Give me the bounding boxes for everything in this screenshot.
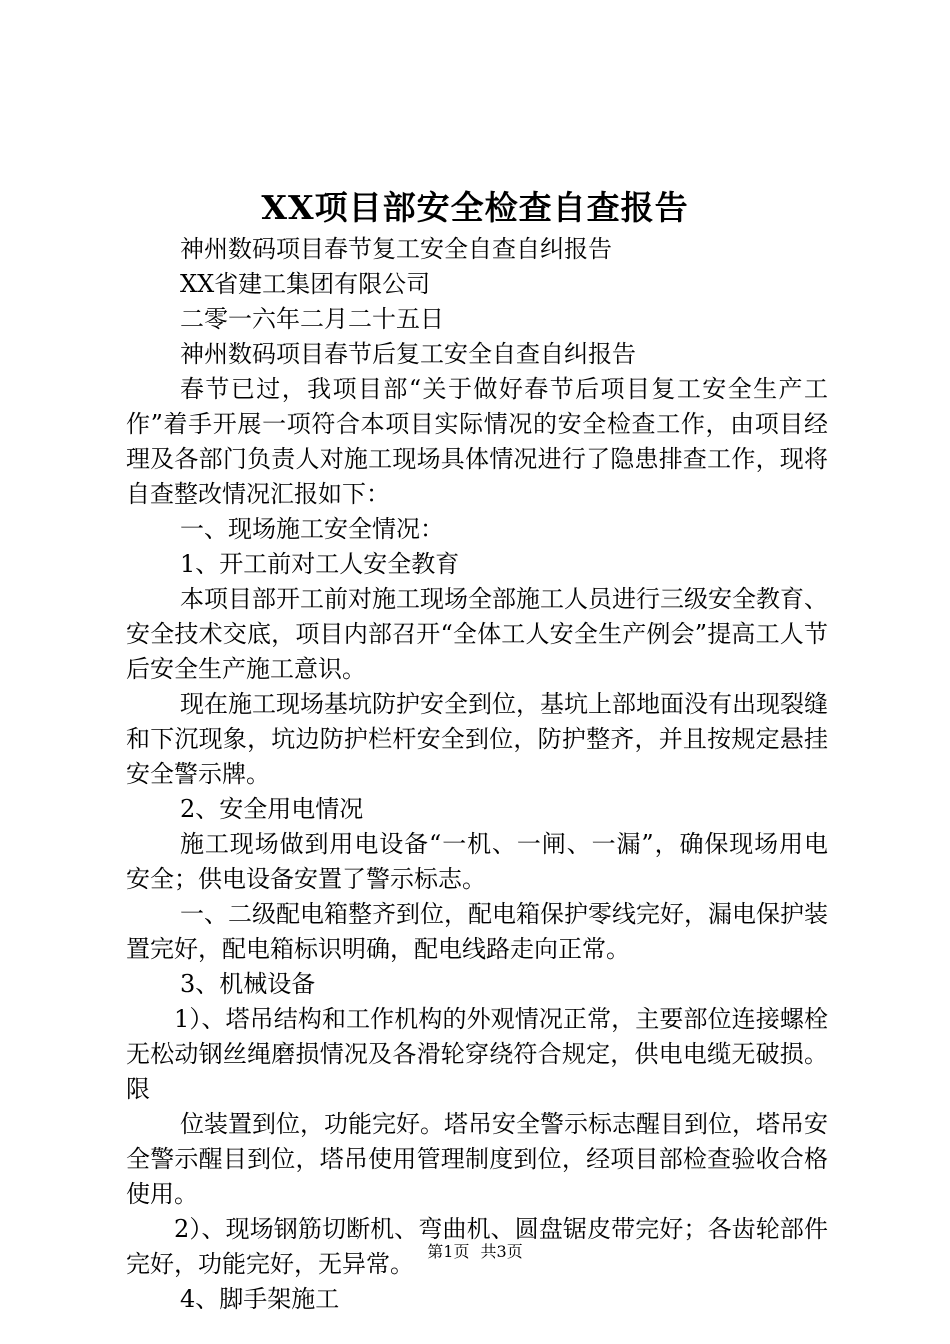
section-heading-1: 一、现场施工安全情况： bbox=[180, 515, 444, 543]
body-paragraph: 一、二级配电箱整齐到位，配电箱保护零线完好，漏电保护装置完好，配电箱标识明确，配电线路走向正常。 bbox=[126, 900, 828, 963]
date-paragraph: 二零一六年二月二十五日 bbox=[180, 305, 444, 333]
document-title: XX项目部安全检查自查报告 bbox=[261, 188, 689, 227]
subsection-heading-2: 2、安全用电情况 bbox=[180, 795, 364, 823]
body-paragraph: 施工现场做到用电设备“一机、一闸、一漏”，确保现场用电安全；供电设备安置了警示标志。 bbox=[126, 830, 828, 893]
intro-paragraph: 春节已过，我项目部“关于做好春节后项目复工安全生产工作”着手开展一项符合本项目实际情况的安全检查工作，由项目经理及各部门负责人对施工现场具体情况进行了隐患排查工作，现将自查整改情况汇报如下： bbox=[126, 375, 828, 508]
body-paragraph: 1）、塔吊结构和工作机构的外观情况正常，主要部位连接螺栓无松动钢丝绳磨损情况及各滑轮穿绕符合规定，供电电缆无破损。限 bbox=[126, 1005, 828, 1103]
body-paragraph: 现在施工现场基坑防护安全到位，基坑上部地面没有出现裂缝和下沉现象，坑边防护栏杆安全到位，防护整齐，并且按规定悬挂安全警示牌。 bbox=[126, 690, 828, 788]
body-paragraph: 本项目部开工前对施工现场全部施工人员进行三级安全教育、安全技术交底，项目内部召开“全体工人安全生产例会”提高工人节后安全生产施工意识。 bbox=[126, 585, 828, 683]
page-footer bbox=[0, 1240, 950, 1264]
body-paragraph: 2）、现场钢筋切断机、弯曲机、圆盘锯皮带完好；各齿轮部件完好，功能完好，无异常。 bbox=[126, 1215, 828, 1278]
subsection-heading-3: 3、机械设备 bbox=[180, 970, 316, 998]
body-paragraph: 位装置到位，功能完好。塔吊安全警示标志醒目到位，塔吊安全警示醒目到位，塔吊使用管理制度到位，经项目部检查验收合格使用。 bbox=[126, 1110, 828, 1208]
company-paragraph: XX省建工集团有限公司 bbox=[180, 270, 431, 298]
document-body bbox=[126, 232, 828, 1317]
subtitle-paragraph: 神州数码项目春节复工安全自查自纠报告 bbox=[180, 235, 612, 263]
page-total: 共3页 bbox=[480, 1242, 523, 1261]
subsection-heading-1: 1、开工前对工人安全教育 bbox=[180, 550, 460, 578]
page-number: 第1页 bbox=[427, 1242, 470, 1261]
report-heading-paragraph: 神州数码项目春节后复工安全自查自纠报告 bbox=[180, 340, 636, 368]
subsection-heading-4: 4、脚手架施工 bbox=[180, 1285, 340, 1313]
